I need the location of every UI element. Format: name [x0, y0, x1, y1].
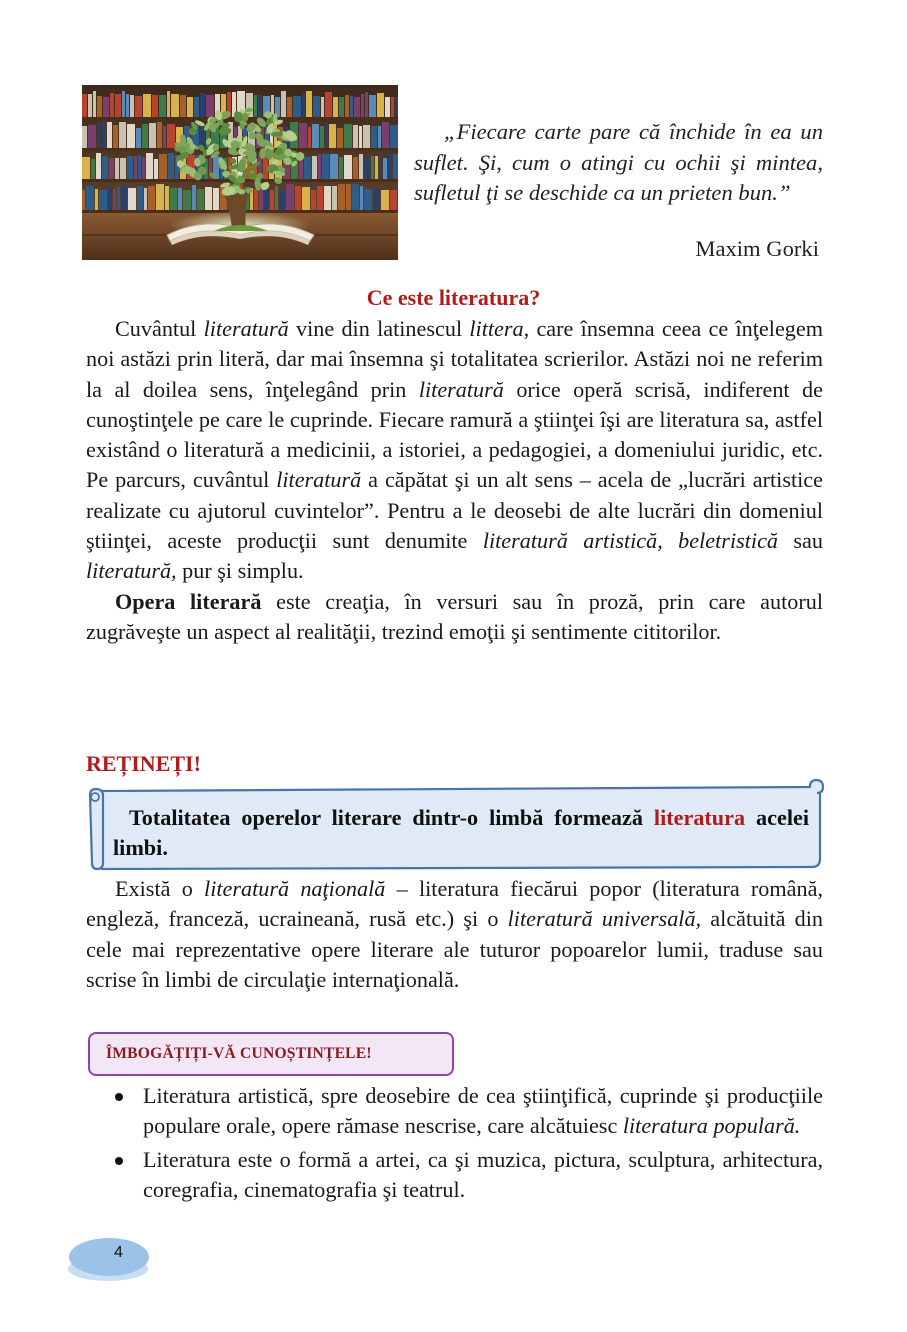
- remember-text-before: Totalitatea operelor literare dintr-o limbă formează: [129, 805, 654, 830]
- text-run: este creaţia, în versuri sau în proză, prin care autorul zugrăveşte un aspect al realităţii, trezind emoţii şi sentimente cititorilor.: [86, 588, 823, 644]
- book-spine: [373, 189, 380, 210]
- book-spine: [143, 94, 151, 117]
- book-spine: [103, 97, 109, 117]
- book-spine: [159, 95, 166, 117]
- book-spine: [313, 96, 320, 117]
- book-spine: [359, 154, 363, 179]
- bullet-text: [143, 1083, 823, 1138]
- book-spine: [364, 189, 372, 210]
- book-spine: [108, 187, 112, 210]
- book-spine: [302, 187, 310, 210]
- book-spine: [113, 189, 116, 210]
- book-spine: [365, 92, 368, 117]
- book-spine: [312, 156, 317, 179]
- book-spine: [171, 94, 179, 117]
- book-spine: [359, 126, 362, 148]
- list-item: [86, 1145, 823, 1206]
- book-spine: [390, 190, 397, 210]
- text-run: a căpătat şi un alt sens – acela de „lucrări artistice realizate cu ajutorul cuvintelor”. Pentru a le deosebi de alte lucrări din domeniul ştiinţei, aceste producţii sunt denumite: [86, 467, 823, 554]
- book-spine: [138, 155, 141, 179]
- book-spine: [93, 91, 96, 117]
- book-spine: [142, 157, 145, 179]
- national-universal-paragraph: [86, 874, 823, 995]
- book-spine: [110, 93, 114, 117]
- book-spine: [194, 97, 199, 117]
- book-spine: [157, 122, 162, 148]
- book-spine: [258, 95, 262, 117]
- book-tree-illustration: [82, 85, 398, 260]
- text-run: Literatura artistică, spre deosebire de cea ştiinţifică, cuprinde şi producţiile populare orale, opere rămase nescrise, care alcătuiesc: [143, 1083, 823, 1139]
- book-spine: [395, 97, 398, 117]
- leaf: [242, 113, 249, 122]
- book-spine: [127, 156, 133, 179]
- epigraph-quote: „Fiecare carte pare că închide în ea un suflet. Şi, cum o atingi cu ochii şi mintea, sufletul ţi se deschide ca un prieten bun.”: [414, 119, 823, 205]
- book-spine: [393, 154, 398, 179]
- book-spine: [279, 190, 285, 210]
- bullet-icon: [115, 1093, 123, 1101]
- book-spine: [353, 157, 358, 179]
- book-spine: [264, 190, 269, 210]
- book-spine: [333, 97, 338, 117]
- book-spine: [345, 95, 349, 117]
- bullet-icon: [115, 1157, 123, 1165]
- italic-term: literatură artistică, beletristică: [482, 528, 779, 554]
- section-title: Ce este literatura?: [366, 285, 541, 310]
- book-spine: [360, 186, 363, 210]
- italic-term: literatură naţională: [204, 876, 386, 901]
- book-spine: [338, 184, 345, 210]
- book-spine: [146, 153, 153, 179]
- book-spine: [91, 159, 95, 179]
- book-spine: [97, 96, 102, 117]
- book-spine: [102, 156, 108, 179]
- text-run: pur şi simplu.: [176, 558, 304, 584]
- book-spine: [353, 125, 358, 148]
- book-spine: [107, 122, 112, 148]
- book-spine: [117, 187, 120, 210]
- book-spine: [388, 154, 392, 179]
- book-spine: [375, 156, 378, 179]
- book-spine: [101, 122, 106, 148]
- book-spine: [371, 126, 377, 148]
- book-spine: [371, 156, 374, 179]
- book-spine: [381, 190, 389, 210]
- book-spine: [344, 155, 352, 179]
- book-spine: [135, 96, 142, 117]
- book-spine: [254, 95, 257, 117]
- remember-label: REȚINEȚI!: [86, 751, 201, 776]
- book-spine: [95, 189, 98, 210]
- list-item: [86, 1081, 823, 1142]
- book-spine: [286, 184, 294, 210]
- book-spine: [378, 126, 381, 148]
- quote-author: Maxim Gorki: [695, 236, 819, 261]
- italic-term: littera,: [469, 316, 530, 341]
- italic-term: literatură: [276, 467, 362, 493]
- paragraph-literature-definition: [86, 314, 823, 587]
- book-spine: [82, 94, 87, 117]
- book-spine: [183, 190, 191, 210]
- book-spine: [149, 123, 156, 148]
- book-spine: [197, 189, 204, 210]
- book-spine: [97, 122, 100, 148]
- book-spine: [270, 190, 274, 210]
- book-spine: [96, 153, 101, 179]
- book-spine: [311, 190, 316, 210]
- book-spine: [352, 184, 359, 210]
- book-spine: [148, 186, 155, 210]
- book-spine: [377, 93, 384, 117]
- remember-statement: [113, 803, 809, 864]
- book-spine: [178, 188, 182, 210]
- book-spine: [170, 188, 177, 210]
- bullet-text: [143, 1147, 823, 1202]
- text-run: sau: [778, 528, 823, 554]
- book-spine: [385, 97, 390, 117]
- intro-paragraphs: [86, 314, 823, 647]
- book-spine: [163, 126, 166, 148]
- book-spine: [275, 186, 278, 210]
- book-spine: [363, 125, 370, 148]
- book-spine: [109, 158, 114, 179]
- book-spine: [121, 186, 127, 210]
- book-spine: [205, 187, 212, 210]
- book-spine: [254, 189, 258, 210]
- book-spine: [346, 184, 351, 210]
- book-spine: [144, 188, 147, 210]
- book-spine: [167, 124, 175, 148]
- book-spine: [88, 94, 92, 117]
- book-spine: [364, 157, 370, 179]
- book-spine: [339, 157, 343, 179]
- book-spine: [332, 186, 337, 210]
- book-spine: [325, 92, 332, 117]
- italic-term: literatură,: [86, 558, 177, 584]
- book-spine: [350, 96, 353, 117]
- book-spine: [337, 128, 343, 148]
- book-spine: [383, 158, 387, 179]
- text-run: Literatura este o formă a artei, ca şi muzica, pictura, sculptura, arhitectura, coregrafia, cinematografia şi teatrul.: [143, 1146, 823, 1202]
- remember-highlight: literatura: [653, 805, 746, 830]
- book-spine: [369, 95, 376, 117]
- book-spine: [99, 190, 107, 210]
- book-spine: [115, 158, 119, 179]
- book-spine: [156, 184, 164, 210]
- book-spine: [308, 127, 311, 148]
- book-spine: [154, 159, 158, 179]
- book-spine: [325, 122, 328, 148]
- book-spine: [344, 124, 352, 148]
- book-spine: [379, 153, 382, 179]
- book-spine: [115, 94, 121, 117]
- book-spine: [329, 124, 336, 148]
- book-spine: [192, 185, 196, 210]
- book-spine: [361, 94, 364, 117]
- book-spine: [299, 159, 303, 179]
- book-spine: [213, 188, 219, 210]
- text-run: orice operă scrisă, indiferent de cunoştinţele pe care le cuprinde. Fiecare ramură a ştiinţei îşi are literatura sa, astfel existând o literatură a medicinii, a istoriei, a pedagogiei, a domeniului juridic, etc. Pe parcurs, cuvântul: [86, 376, 823, 493]
- book-spine: [167, 91, 170, 117]
- book-spine: [113, 125, 118, 148]
- book-spine: [119, 122, 126, 148]
- remember-text-after: acelei limbi.: [113, 805, 810, 861]
- page-number: 4: [114, 1244, 123, 1261]
- book-spine: [320, 126, 324, 148]
- book-spine: [318, 154, 321, 179]
- book-spine: [321, 97, 324, 117]
- book-spine: [126, 94, 129, 117]
- text-run: Cuvântul: [115, 316, 204, 341]
- italic-term: literatura populară.: [622, 1113, 801, 1139]
- text-run: vine din latinescul: [288, 316, 470, 341]
- text-run: – literatura fiecărui popor (literatura română, engleză, franceză, ucraineană, rusă etc.) şi o: [86, 876, 823, 932]
- book-spine: [324, 186, 331, 210]
- book-spine: [165, 186, 169, 210]
- book-spine: [152, 95, 158, 117]
- book-spine: [306, 91, 312, 117]
- book-spine: [82, 126, 87, 148]
- book-spine: [312, 124, 319, 148]
- book-spine: [354, 97, 360, 117]
- book-spine: [134, 156, 137, 179]
- page-number-badge: [66, 1235, 152, 1283]
- book-spine: [339, 97, 344, 117]
- book-spine: [295, 186, 301, 210]
- book-spine: [159, 154, 167, 179]
- book-spine: [137, 186, 143, 210]
- book-spine: [206, 95, 214, 117]
- book-spine: [382, 122, 389, 148]
- book-spine: [180, 95, 186, 117]
- paragraph-literary-work: [86, 587, 823, 648]
- book-spine: [168, 153, 174, 179]
- book-spine: [82, 157, 90, 179]
- book-spine: [317, 186, 323, 210]
- book-spine: [293, 96, 301, 117]
- book-spine: [122, 91, 125, 117]
- book-spine: [142, 124, 148, 148]
- book-spine: [187, 97, 193, 117]
- book-spine: [128, 188, 136, 210]
- book-spine: [200, 93, 205, 117]
- book-spine: [299, 123, 307, 148]
- book-spine: [330, 154, 338, 179]
- book-spine: [322, 154, 329, 179]
- paragraph-national-literature: [86, 874, 823, 995]
- book-spine: [86, 186, 94, 210]
- book-spine: [259, 189, 263, 210]
- bold-term: Opera literară: [115, 588, 262, 614]
- book-spine: [390, 125, 398, 148]
- book-spine: [281, 91, 286, 117]
- text-run: Există o: [115, 876, 205, 901]
- book-spine: [82, 190, 85, 210]
- enrich-bullet-list: [86, 1081, 823, 1205]
- italic-term: literatură universală,: [507, 906, 702, 932]
- book-spine: [120, 158, 126, 179]
- enrich-knowledge-label: ÎMBOGĂȚIȚI-VĂ CUNOȘTINȚELE!: [106, 1045, 372, 1062]
- text-run: care însemna ceea ce înţelegem noi astăzi prin literă, dar mai însemna şi totalitatea scrierilor. Astăzi noi ne referim la al doilea sens, înţelegând prin: [86, 316, 823, 402]
- book-spine: [130, 95, 134, 117]
- book-spine: [127, 124, 135, 148]
- book-spine: [304, 157, 311, 179]
- book-spine: [302, 93, 305, 117]
- italic-term: literatură: [418, 376, 504, 402]
- text-run: alcătuită din cele mai reprezentative opere literare ale tuturor popoarelor lumii, traduse sau scrise în limbi de circulaţie internaţională.: [86, 906, 824, 992]
- book-spine: [287, 97, 292, 117]
- book-spine: [88, 125, 96, 148]
- italic-term: literatură: [203, 316, 289, 341]
- book-spine: [136, 128, 141, 148]
- book-spine: [391, 97, 394, 117]
